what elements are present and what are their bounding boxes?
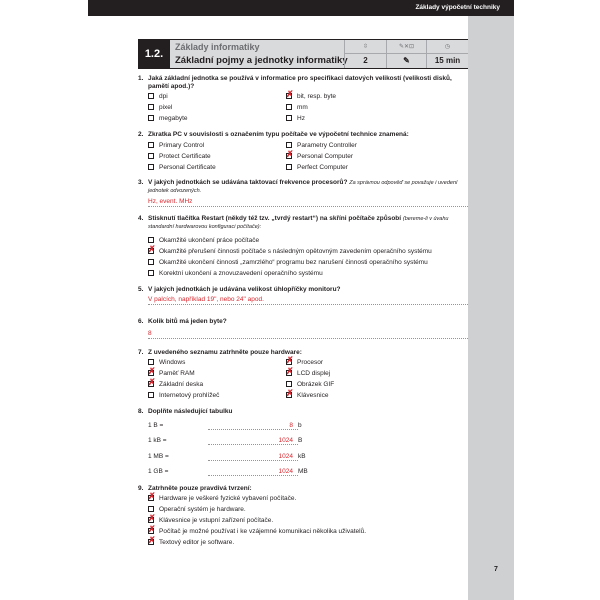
question-number: 2.: [138, 131, 144, 138]
q7-option[interactable]: ✗ Procesor: [286, 359, 323, 367]
answer-line: [148, 338, 468, 339]
question-text: Zatrhněte pouze pravdivá tvrzení:: [148, 485, 252, 492]
question-number: 4.: [138, 215, 144, 222]
page-number: 7: [494, 566, 498, 573]
checkbox[interactable]: [148, 93, 154, 99]
q2-option[interactable]: Protect Certificate: [148, 153, 211, 161]
question-number: 8.: [138, 408, 144, 415]
table-dotline: [208, 475, 298, 476]
duration-cell: [426, 40, 468, 68]
q7-option[interactable]: Windows: [148, 359, 185, 367]
question-note: Za správnou odpověď se považuje i uvedení jednotek odvozených.: [148, 180, 458, 194]
checkbox-checked[interactable]: [286, 93, 292, 99]
question-text: Kolik bitů má jeden byte?: [148, 318, 227, 325]
tools-cell: [386, 40, 426, 68]
lesson-number: 1.2.: [138, 40, 170, 68]
table-value[interactable]: 1024: [278, 437, 293, 444]
q2-option[interactable]: Primary Control: [148, 142, 204, 150]
answer-text: Hz, event. MHz: [148, 198, 193, 205]
table-label: 1 GB =: [148, 468, 169, 475]
q2-option[interactable]: ✗ Personal Computer: [286, 153, 353, 161]
answer-line: [148, 304, 468, 305]
question-text: V jakých jednotkách je udávána velikost úhlopříčky monitoru?: [148, 286, 341, 293]
table-unit: kB: [298, 453, 306, 460]
checkbox[interactable]: [148, 153, 154, 159]
checkbox[interactable]: [148, 115, 154, 121]
table-value[interactable]: 1024: [278, 453, 293, 460]
table-unit: B: [298, 437, 303, 444]
checkbox[interactable]: [148, 270, 154, 276]
checkbox-checked[interactable]: [148, 248, 154, 254]
q1-option[interactable]: Hz: [286, 115, 305, 123]
q4-option[interactable]: ✗Okamžité přerušení činnosti počítače s následným opětovným zavedením operačního systému: [148, 248, 432, 256]
q4-option[interactable]: Okamžité ukončení činnosti „zamrzlého“ programu bez narušení činnosti operačního systému: [148, 259, 428, 267]
q7-option[interactable]: ✗ Klávesnice: [286, 392, 328, 400]
pencil-icon: ✎: [403, 56, 410, 65]
checkbox[interactable]: [286, 381, 292, 387]
clock-icon: ◷: [427, 40, 468, 54]
checkbox-checked[interactable]: [148, 495, 154, 501]
checkbox[interactable]: [286, 104, 292, 110]
q7-option[interactable]: ✗Základní deska: [148, 381, 203, 389]
q2-option[interactable]: Personal Certificate: [148, 164, 216, 172]
question-number: 1.: [138, 75, 144, 82]
answer-text: 8: [148, 330, 152, 337]
question-text: Stisknutí tlačítka Restart (někdy též tzv. „tvrdý restart“) na skříni počítače způsobí (bereme-li v úvahu standardní hardwarovou konfiguraci počítače):: [148, 215, 449, 230]
q9-option[interactable]: Operační systém je hardware.: [148, 506, 246, 514]
q2-option[interactable]: Parametry Controller: [286, 142, 357, 150]
difficulty-cell: [344, 40, 386, 68]
table-dotline: [208, 429, 298, 430]
lesson-header: [138, 39, 468, 69]
q1-option[interactable]: mm: [286, 104, 308, 112]
table-label: 1 B =: [148, 422, 164, 429]
q2-option[interactable]: Perfect Computer: [286, 164, 348, 172]
q9-option[interactable]: ✗Textový editor je software.: [148, 539, 234, 547]
table-unit: MB: [298, 468, 308, 475]
checkbox[interactable]: [286, 164, 292, 170]
q9-option[interactable]: ✗Hardware je veškeré fyzické vybavení počítače.: [148, 495, 296, 503]
question-number: 9.: [138, 485, 144, 492]
question-number: 6.: [138, 318, 144, 325]
table-value[interactable]: 1024: [278, 468, 293, 475]
running-header: Základy výpočetní techniky: [88, 0, 514, 16]
question-note: (bereme-li v úvahu standardní hardwarovou konfiguraci počítače):: [148, 216, 449, 230]
table-dotline: [208, 444, 298, 445]
question-number: 5.: [138, 286, 144, 293]
table-label: 1 MB =: [148, 453, 169, 460]
checkbox-checked[interactable]: [148, 381, 154, 387]
q7-option[interactable]: Obrázek GIF: [286, 381, 334, 389]
checkbox[interactable]: [148, 259, 154, 265]
checkbox[interactable]: [148, 506, 154, 512]
q1-option[interactable]: dpi: [148, 93, 168, 101]
question-number: 7.: [138, 349, 144, 356]
q4-option[interactable]: Okamžité ukončení práce počítače: [148, 237, 259, 245]
answer-line: [148, 206, 468, 207]
q1-option[interactable]: megabyte: [148, 115, 188, 123]
table-dotline: [208, 460, 298, 461]
question-number: 3.: [138, 179, 144, 186]
q1-option[interactable]: ✗ bit, resp. byte: [286, 93, 336, 101]
answer-text: V palcích, například 19", nebo 24" apod.: [148, 296, 264, 303]
question-text: Z uvedeného seznamu zatrhněte pouze hardware:: [148, 349, 302, 356]
question-text: V jakých jednotkách se udávána taktovací frekvence procesorů? Za správnou odpověď se považuje i uvedení jednotek odvozených.: [148, 179, 458, 194]
checkbox-checked[interactable]: [286, 153, 292, 159]
checkbox[interactable]: [148, 142, 154, 148]
checkbox-checked[interactable]: [148, 539, 154, 545]
tools-icon: ✎✕⊡: [387, 40, 426, 54]
checkbox[interactable]: [148, 392, 154, 398]
table-value[interactable]: 8: [289, 422, 293, 429]
question-text: Jaká základní jednotka se používá v informatice pro specifikaci datových velikostí (velikosti disků, pamětí apod.)?: [148, 75, 452, 90]
checkbox[interactable]: [148, 359, 154, 365]
table-unit: b: [298, 422, 302, 429]
checkbox-checked[interactable]: [286, 392, 292, 398]
question-text: Doplňte následující tabulku: [148, 408, 233, 415]
q4-option[interactable]: Korektní ukončení a znovuzavedení operačního systému: [148, 270, 323, 278]
checkbox[interactable]: [286, 115, 292, 121]
chapter-title: Základy informatiky: [175, 42, 260, 52]
q7-option[interactable]: ✗ LCD displej: [286, 370, 330, 378]
checkbox-checked[interactable]: [286, 359, 292, 365]
checkbox[interactable]: [148, 104, 154, 110]
question-text: Zkratka PC v souvislosti s označením typu počítače ve výpočetní technice znamená:: [148, 131, 409, 138]
checkbox-checked[interactable]: [148, 517, 154, 523]
margin-bar: [468, 0, 514, 600]
table-label: 1 kB =: [148, 437, 167, 444]
checkbox-checked[interactable]: [148, 370, 154, 376]
checkbox[interactable]: [148, 164, 154, 170]
q7-option[interactable]: Internetový prohlížeč: [148, 392, 219, 400]
q7-option[interactable]: ✗Paměť RAM: [148, 370, 195, 378]
lesson-title: Základní pojmy a jednotky informatiky: [175, 55, 348, 66]
checkbox[interactable]: [148, 237, 154, 243]
duration-value: 15 min: [434, 56, 461, 65]
q9-option[interactable]: ✗Počítač je možné používat i ke vzájemné komunikaci několika uživatelů.: [148, 528, 366, 536]
checkbox-checked[interactable]: [148, 528, 154, 534]
checkbox-checked[interactable]: [286, 370, 292, 376]
difficulty-value: 2: [363, 56, 368, 65]
difficulty-icon: ⇳: [345, 40, 386, 54]
checkbox[interactable]: [286, 142, 292, 148]
q1-option[interactable]: pixel: [148, 104, 172, 112]
q9-option[interactable]: ✗Klávesnice je vstupní zařízení počítače.: [148, 517, 273, 525]
